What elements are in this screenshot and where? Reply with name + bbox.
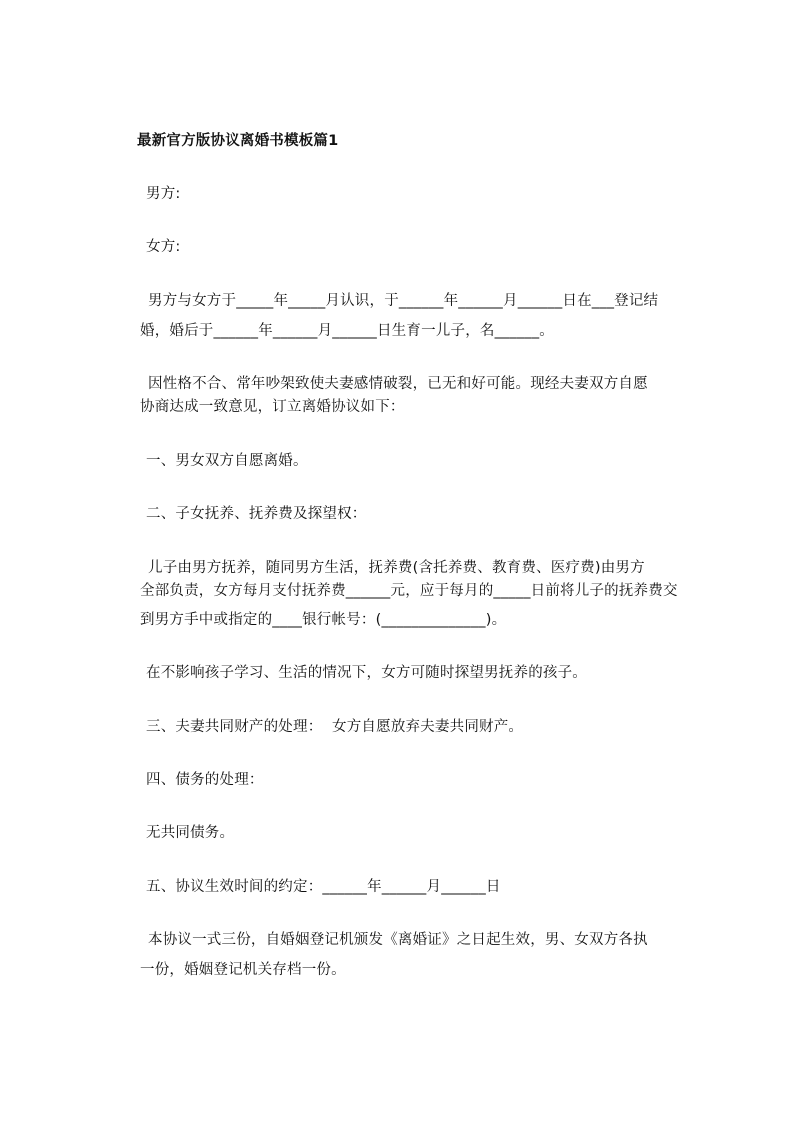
paragraph-line: 男方与女方于_____年_____月认识，于______年______月______日在___登记结 [148, 293, 659, 309]
paragraph-line: 协商达成一致意见，订立离婚协议如下： [140, 399, 405, 415]
paragraph-line: 婚，婚后于______年______月______日生育一儿子，名______。 [140, 323, 554, 339]
paragraph-line: 儿子由男方抚养，随同男方生活，抚养费(含托养费、教育费、医疗费)由男方 [148, 560, 645, 576]
clause-4: 四、债务的处理： [146, 772, 264, 788]
paragraph-line: 因性格不合、常年吵架致使夫妻感情破裂，已无和好可能。现经夫妻双方自愿 [148, 376, 648, 392]
debt-text: 无共同债务。 [146, 825, 235, 841]
clause-1: 一、男女双方自愿离婚。 [146, 453, 308, 469]
clause-5: 五、协议生效时间的约定：______年______月______日 [146, 879, 501, 895]
wife-label: 女方: [146, 239, 181, 255]
paragraph-line: 本协议一式三份，自婚姻登记机颁发《离婚证》之日起生效，男、女双方各执 [148, 932, 648, 948]
clause-3: 三、夫妻共同财产的处理： 女方自愿放弃夫妻共同财产。 [146, 719, 524, 735]
paragraph-line: 到男方手中或指定的____银行帐号：(______________)。 [140, 612, 507, 628]
paragraph-line: 全部负责，女方每月支付抚养费______元，应于每月的_____日前将儿子的抚养费交 [140, 583, 678, 599]
visitation-text: 在不影响孩子学习、生活的情况下，女方可随时探望男抚养的孩子。 [146, 665, 587, 681]
paragraph-line: 一份，婚姻登记机关存档一份。 [140, 962, 346, 978]
clause-2: 二、子女抚养、抚养费及探望权： [146, 506, 367, 522]
document-title: 最新官方版协议离婚书模板篇1 [137, 133, 339, 149]
husband-label: 男方: [146, 186, 181, 202]
